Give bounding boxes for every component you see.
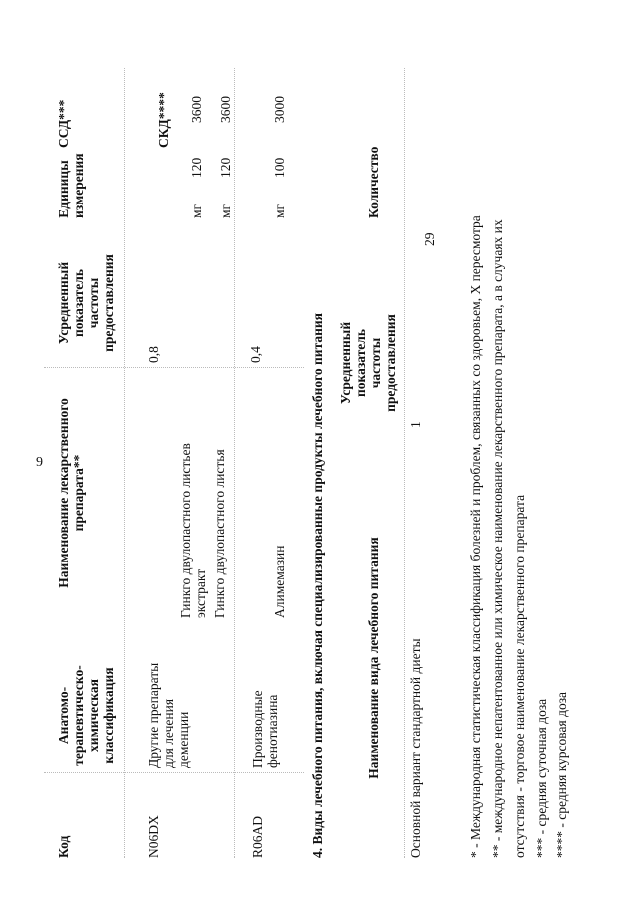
header-skd: СКД**** [156,92,171,148]
header-code: Код [56,835,71,858]
table-row-drug-name: Гинкго двулопастного листья [212,449,227,618]
table-row-skd: 3600 [218,96,233,123]
table-row-code: N06DX [146,815,161,858]
table-row-unit: мг [218,203,233,218]
table-row-unit: мг [272,203,287,218]
header-atc: Анатомо-терапевтическо-химическая классификация [56,665,116,766]
page-number: 9 [36,455,43,470]
header-frequency: Усредненный показатель частоты предоставления [56,254,116,352]
footnote: ** - международное непатентованное или химическое наименование лекарственного препарата, а в случаях их [490,219,505,858]
table-divider [234,68,235,858]
footnote: *** - средняя суточная доза [534,698,549,858]
table-row-unit: мг [189,203,204,218]
footnote: **** - средняя курсовая доза [554,691,569,858]
table-row-ssd: 100 [272,157,287,178]
nutrition-header-frequency: Усредненный показатель частоты предоставления [338,314,398,412]
table-row-frequency: 0,8 [146,346,161,363]
section-4-title: 4. Виды лечебного питания, включая специализированные продукты лечебного питания [310,313,325,858]
table-divider [404,68,405,858]
table-divider [124,68,125,858]
table-row-ssd: 120 [189,157,204,178]
header-unit: Единицы измерения [56,153,86,218]
nutrition-row-frequency: 1 [408,421,423,428]
table-divider [44,367,304,368]
header-ssd: ССД*** [56,99,71,148]
table-row-atc: Другие препараты для лечения деменции [146,662,191,768]
rotated-page-content [44,68,604,858]
table-row-skd: 3000 [272,96,287,123]
table-row-ssd: 120 [218,157,233,178]
table-row-code: R06AD [250,815,265,858]
nutrition-header-name: Наименование вида лечебного питания [366,537,381,779]
nutrition-row-name: Основной вариант стандартной диеты [408,638,423,858]
table-row-drug-name: Алимемазин [272,545,287,618]
header-drug-name: Наименование лекарственного препарата** [56,398,86,588]
footnote: * - Международная статистическая классификация болезней и проблем, связанных со здоровьем, X пересмотра [468,215,483,858]
footnote: отсутствия - торговое наименование лекарственного препарата [512,494,527,858]
nutrition-header-quantity: Количество [366,146,381,218]
table-row-drug-name: Гинкго двулопастного листьев экстракт [178,443,208,618]
nutrition-row-quantity: 29 [422,232,437,246]
table-row-atc: Производные фенотиазина [250,690,280,768]
table-divider [44,772,304,773]
table-row-frequency: 0,4 [248,346,263,363]
table-row-skd: 3600 [189,96,204,123]
